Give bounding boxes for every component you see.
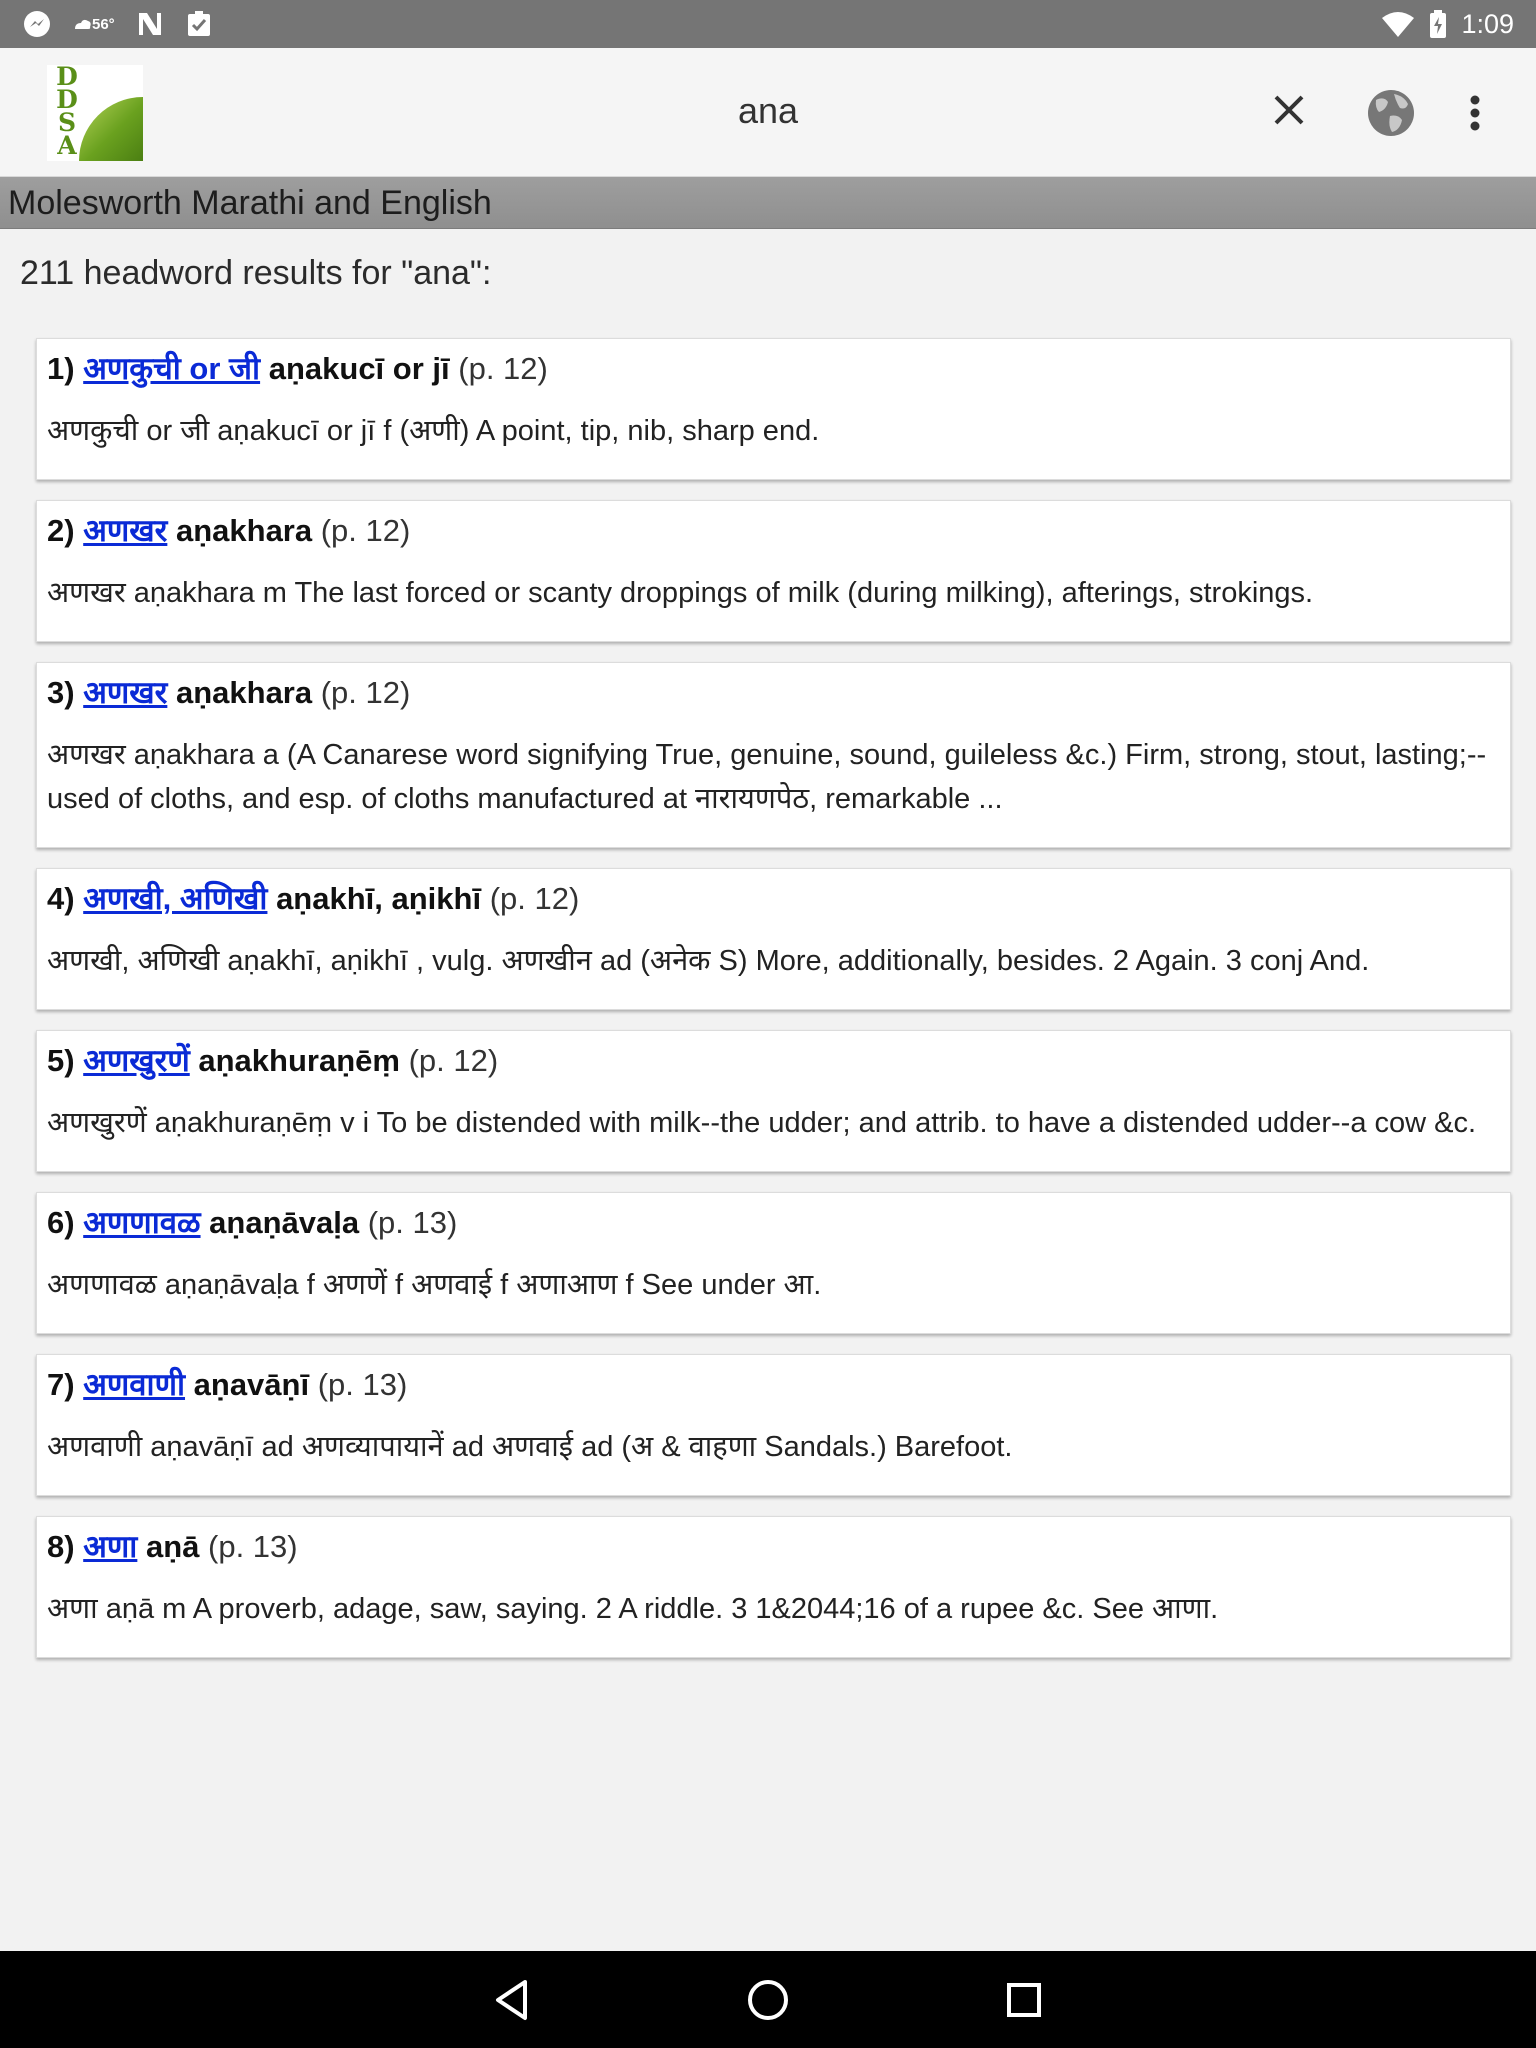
result-heading <box>47 1199 1500 1247</box>
result-number: 2) <box>47 513 75 548</box>
results-list <box>36 338 1511 1678</box>
result-number: 1) <box>47 351 75 386</box>
definition-text: अणखर aṇakhara a (A Canarese word signifying True, genuine, sound, guileless &c.) Firm, strong, stout, lasting;--used of cloths, and esp. of cloths manufactured at नारायणपेठ, remarkable ... <box>47 739 1487 815</box>
page-ref: (p. 12) <box>408 1043 499 1078</box>
more-vert-icon[interactable] <box>1462 88 1488 138</box>
back-icon[interactable] <box>452 1951 572 2048</box>
logo-letters: D D S A <box>56 65 78 160</box>
clipboard-check-icon <box>185 9 213 39</box>
globe-icon[interactable] <box>1363 85 1419 141</box>
definition-text: अणा aṇā m A proverb, adage, saw, saying. 2 A riddle. 3 1&2044;16 of a rupee &c. See आणा. <box>47 1593 1219 1625</box>
result-card <box>36 338 1511 480</box>
definition-text: अणवाणी aṇavāṇī ad अणव्यापायानें ad अणवाई ad (अ & वाहणा Sandals.) Barefoot. <box>47 1431 1013 1463</box>
page-ref: (p. 13) <box>367 1205 458 1240</box>
definition-text: अणखी, अणिखी aṇakhī, aṇikhī , vulg. अणखीन ad (अनेक S) More, additionally, besides. 2 Again. 3 conj And. <box>47 945 1370 977</box>
page-ref: (p. 12) <box>320 675 411 710</box>
headword-link[interactable]: अणा <box>83 1529 138 1564</box>
result-heading <box>47 1037 1500 1085</box>
transliteration: aṇakhara <box>175 675 313 710</box>
result-card <box>36 868 1511 1010</box>
messenger-icon <box>22 9 52 39</box>
transliteration: aṇakucī or jī <box>268 351 450 386</box>
page-ref: (p. 13) <box>208 1529 298 1564</box>
transliteration: aṇakhara <box>175 513 313 548</box>
result-heading <box>47 669 1500 717</box>
transliteration: aṇakhī, aṇikhī <box>276 881 482 916</box>
definition-text: अणकुची or जी aṇakucī or jī f (अणी) A point, tip, nib, sharp end. <box>47 415 820 447</box>
result-number: 4) <box>47 881 75 916</box>
weather-icon <box>72 16 115 33</box>
definition-text: अणखर aṇakhara m The last forced or scanty droppings of milk (during milking), afterings, strokings. <box>47 577 1314 609</box>
result-card <box>36 500 1511 642</box>
result-card <box>36 1030 1511 1172</box>
page-ref: (p. 12) <box>489 881 580 916</box>
result-heading <box>47 1361 1500 1409</box>
temperature-text: 56° <box>92 15 115 33</box>
result-heading <box>47 345 1500 393</box>
page-ref: (p. 13) <box>317 1367 408 1402</box>
headword-link[interactable]: अणवाणी <box>83 1367 186 1402</box>
headword-link[interactable]: अणकुची or जी <box>83 351 261 386</box>
navigation-bar <box>0 1951 1536 2048</box>
headword-link[interactable]: अणखर <box>83 675 168 710</box>
system-status <box>1381 0 1514 48</box>
result-number: 3) <box>47 675 75 710</box>
result-heading <box>47 1523 1500 1571</box>
battery-icon <box>1429 9 1447 39</box>
result-heading <box>47 875 1500 923</box>
transliteration: aṇakhuraṇēṃ <box>198 1043 400 1078</box>
result-number: 7) <box>47 1367 75 1402</box>
page-ref: (p. 12) <box>320 513 411 548</box>
status-bar <box>0 0 1536 48</box>
result-heading <box>47 507 1500 555</box>
close-icon[interactable] <box>1264 85 1314 135</box>
app-bar <box>0 48 1536 177</box>
wifi-icon <box>1381 10 1415 38</box>
result-card <box>36 1354 1511 1496</box>
headword-link[interactable]: अणणावळ <box>83 1205 201 1240</box>
notification-icons <box>22 6 213 42</box>
recents-icon[interactable] <box>964 1951 1084 2048</box>
search-query[interactable]: ana <box>737 90 799 131</box>
clock-text: 1:09 <box>1461 8 1514 39</box>
transliteration: aṇā <box>145 1529 200 1564</box>
result-number: 6) <box>47 1205 75 1240</box>
result-count: 211 headword results for "ana": <box>20 254 492 292</box>
page-ref: (p. 12) <box>458 351 548 386</box>
nfc-icon <box>135 9 165 39</box>
headword-link[interactable]: अणखी, अणिखी <box>83 881 268 916</box>
definition-text: अणणावळ aṇaṇāvaḷa f अणणें f अणवाई f अणाआण f See under आ. <box>47 1269 822 1301</box>
result-number: 5) <box>47 1043 75 1078</box>
result-card <box>36 1516 1511 1658</box>
dictionary-title: Molesworth Marathi and English <box>8 184 492 222</box>
result-card <box>36 662 1511 848</box>
transliteration: aṇaṇāvaḷa <box>209 1205 360 1240</box>
definition-text: अणखुरणें aṇakhuraṇēṃ v i To be distended with milk--the udder; and attrib. to have a distended udder--a cow &c. <box>47 1107 1477 1139</box>
headword-link[interactable]: अणखर <box>83 513 168 548</box>
home-icon[interactable] <box>708 1951 828 2048</box>
transliteration: aṇavāṇī <box>193 1367 310 1402</box>
result-card <box>36 1192 1511 1334</box>
result-number: 8) <box>47 1529 75 1564</box>
headword-link[interactable]: अणखुरणें <box>83 1043 190 1078</box>
dictionary-header <box>0 177 1536 229</box>
